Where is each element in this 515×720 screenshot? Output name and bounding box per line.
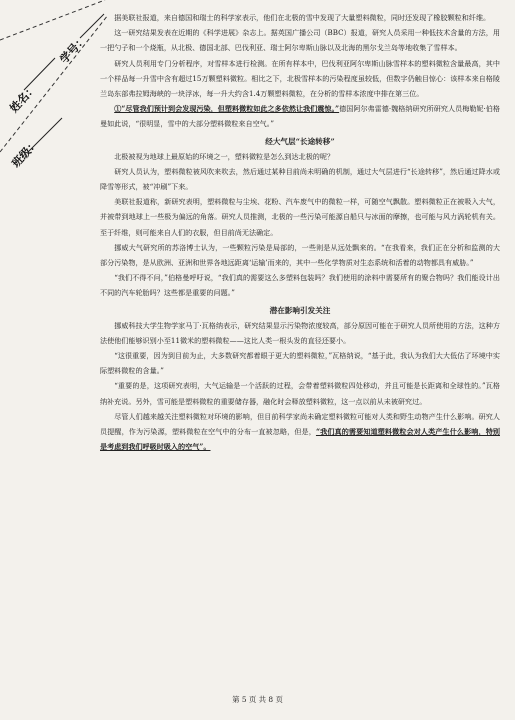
page-number: 第 5 页 共 8 页 [232,695,283,704]
paragraph: 据美联社报道，来自德国和瑞士的科学家表示，他们在北极的雪中发现了大量塑料微粒，同时还发现了橡胶颗粒和纤维。 [114,13,491,22]
article-body [100,10,500,454]
paragraph: “重要的是，这项研究表明，大气运输是一个活跃的过程，会带着塑料微粒四处移动，并且可能是长距离和全球性的。”瓦格纳补充说。另外，雪可能是塑料微粒的重要储存器，融化时会释放塑料微粒，这一点以前从未被研究过。 [100,381,500,406]
underlined-quote: ①“尽管我们预计到会发现污染，但塑料微粒如此之多依然让我们震惊。” [114,104,340,114]
name-label: 姓名： [7,81,40,116]
paragraph [100,101,500,131]
paragraph: 挪威科技大学生物学家马丁·瓦格纳表示，研究结果显示污染物浓度较高，部分原因可能在于研究人员所使用的方法，这种方法使他们能够识别小至11微米的塑料微粒——这比人类一根头发的直径还要小。 [100,320,500,345]
section-heading: 潜在影响引发关注 [269,305,331,315]
paragraph-text: 德国阿尔弗雷德·魏格纳研究所研究人员梅勒妮·伯格曼如此说，“很明显，雪中的大部分塑料微粒来自空气。” [100,104,501,129]
paragraph: 研究人员认为，塑料微粒被风吹来吹去，然后通过某种目前尚未明确的机制，通过大气层进行“长途转移”，然后通过降水或降雪等形式，被“冲刷”下来。 [100,166,500,192]
paragraph [100,409,500,455]
section-heading: 经大气层“长途转移” [265,136,335,146]
paragraph: 这一研究结果发表在近期的《科学进展》杂志上。据英国广播公司（BBC）报道，研究人员采用一种低技术含量的方法，用一把勺子和一个烧瓶，从北极、德国北部、巴伐利亚、瑞士阿尔卑斯山脉以及北海的黑尔戈兰岛等地收集了雪样本。 [100,28,500,53]
class-label: 班级： [9,136,42,171]
paragraph: “这很重要，因为到目前为止，大多数研究都着眼于更大的塑料微粒，”瓦格纳说，“基于此，我认为我们大大低估了环境中实际塑料微粒的含量。” [100,351,500,376]
paragraph: 北极被视为地球上最原始的环境之一，塑料微粒是怎么到达北极的呢？ [114,151,335,161]
paragraph: 研究人员利用专门分析程序，对雪样本进行检测。在所有样本中，巴伐利亚阿尔卑斯山脉雪样本的塑料微粒含量最高，其中一个样品每一升雪中含有超过15万颗塑料微粒。相比之下，北极雪样本的污染程度虽较低，但数字仍触目惊心：该样本来自格陵兰岛东部弗拉姆海峡的一块浮冰，每一升大约含1.4万颗塑料微粒，在分析的雪样本浓度中排在第三位。 [100,58,500,99]
paragraph: “我们不得不问，”伯格曼呼吁说，“我们真的需要这么多塑料包装吗？我们使用的涂料中需要所有的聚合物吗？我们能设计出不同的汽车轮胎吗？这些都是重要的问题。” [100,273,500,298]
student-id-label: 学号： [57,32,90,67]
underlined-quote: “我们真的需要知道塑料微粒会对人类产生什么影响，特别是考虑到我们呼吸时吸入的空气”。 [100,427,500,452]
paragraph-text: 尽管人们越来越关注塑料微粒对环境的影响，但目前科学家尚未确定塑料微粒可能对人类和野生动物产生什么影响。研究人员提醒，作为污染源，塑料微粒在空气中的分布一直被忽略，但是， [100,411,500,437]
paragraph: 挪威大气研究所的苏洛博士认为，一些颗粒污染是局部的，一些则是从远处飘来的。“在我看来，我们正在分析和监测的大部分污染物，是从欧洲、亚洲和世界各地远距离‘运输’而来的，其中一些化学物质对生态系统和活着的动物都具有威胁。” [100,242,500,268]
paragraph: 美联社报道称，新研究表明，塑料微粒与尘埃、花粉、汽车废气中的微粒一样，可随空气飘散。塑料微粒正在被吸入大气，并被带到地球上一些极为偏远的角落。研究人员推测，北极的一些污染可能源自船只与冰面的摩擦，也可能与风力涡轮机有关。至于纤维，则可能来自人们的衣服，但目前尚无法确定。 [100,197,500,237]
